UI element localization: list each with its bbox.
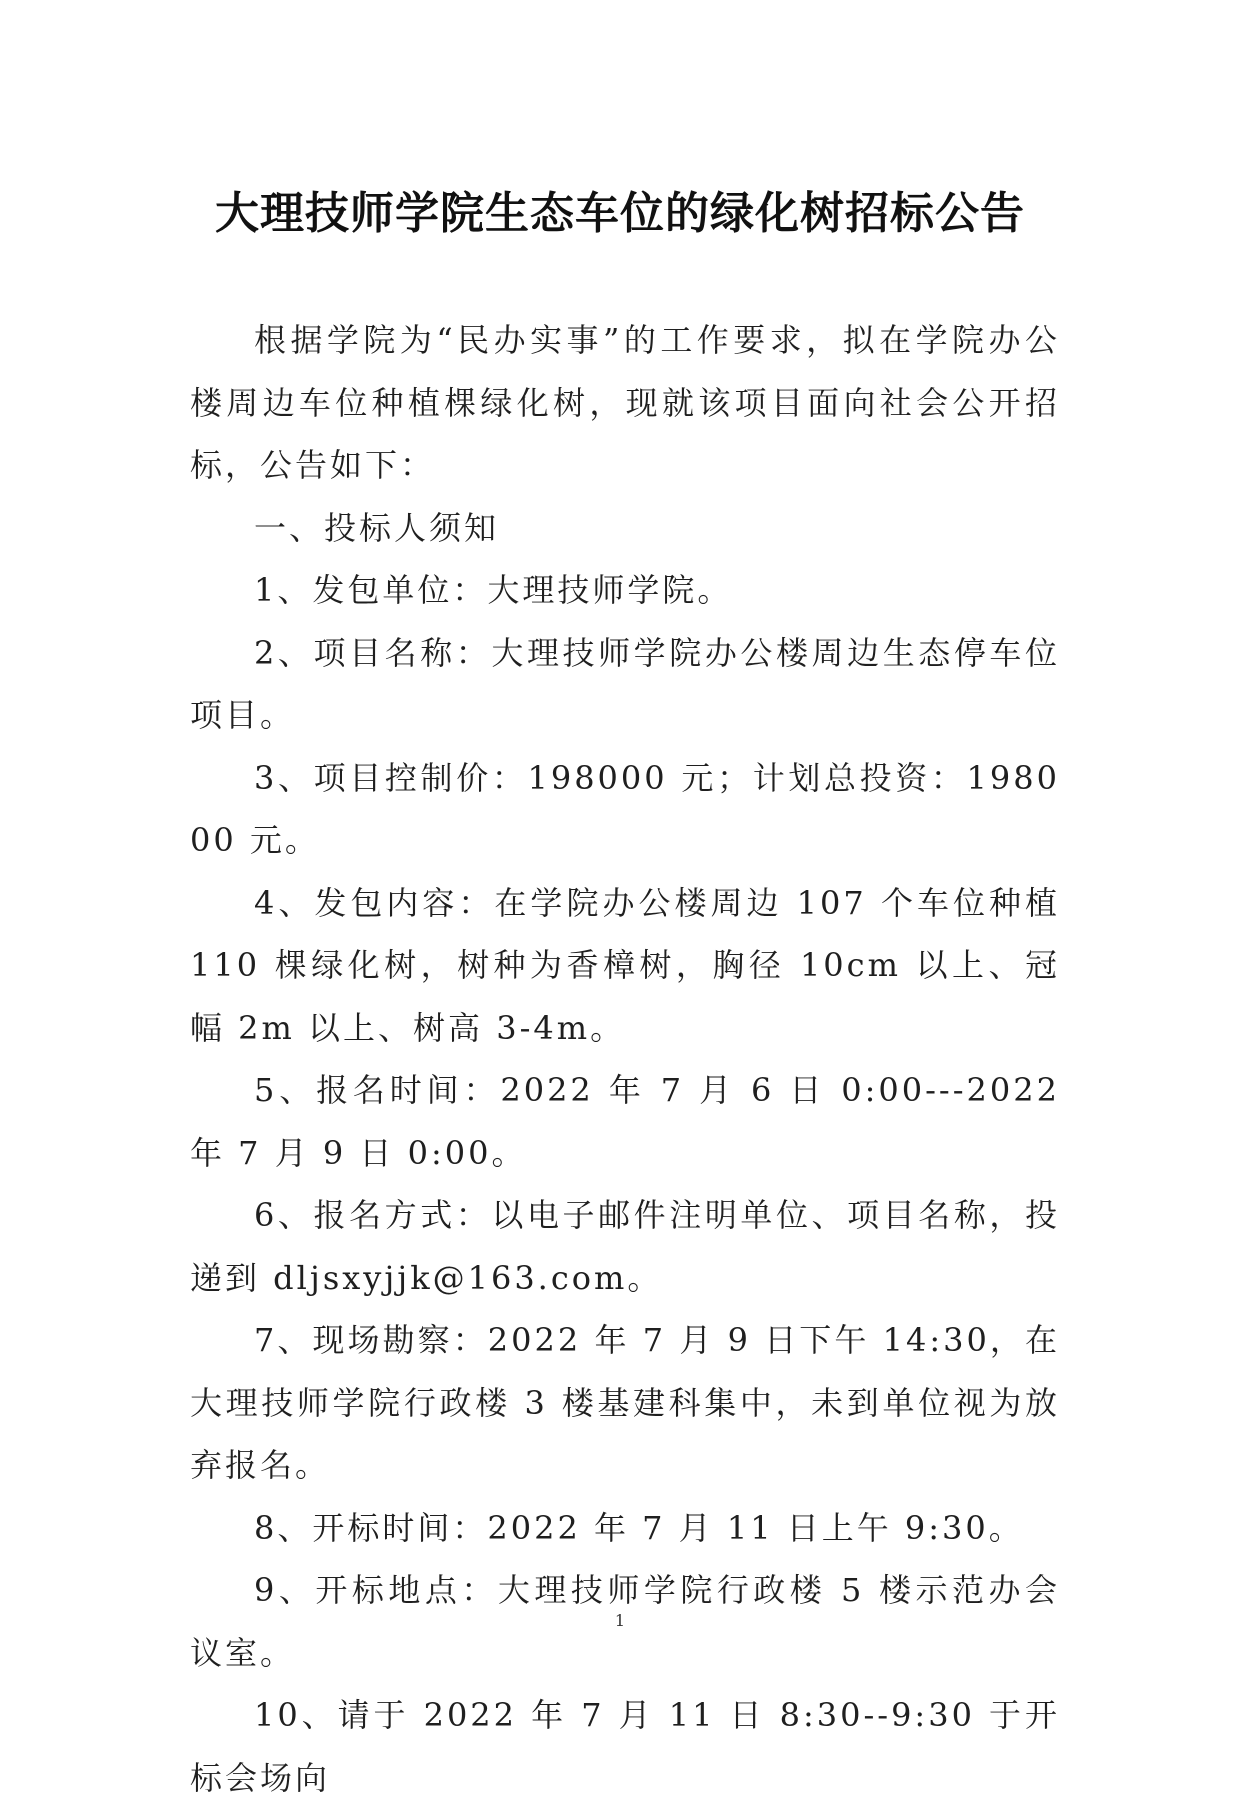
document-title: 大理技师学院生态车位的绿化树招标公告 xyxy=(215,188,1025,240)
list-item-9: 9、开标地点：大理技师学院行政楼 5 楼示范办会议室。 xyxy=(190,1571,1060,1672)
list-item-7: 7、现场勘察：2022 年 7 月 9 日下午 14:30，在大理技师学院行政楼 3 楼基建科集中，未到单位视为放弃报名。 xyxy=(190,1321,1060,1484)
list-item-2: 2、项目名称：大理技师学院办公楼周边生态停车位项目。 xyxy=(190,633,1060,734)
list-item-6: 6、报名方式：以电子邮件注明单位、项目名称，投递到 dljsxyjjk@163.com。 xyxy=(190,1196,1060,1297)
section-heading: 一、投标人须知 xyxy=(254,508,500,547)
list-item-1: 1、发包单位：大理技师学院。 xyxy=(254,571,733,609)
page-number: 1 xyxy=(614,1611,626,1630)
intro-paragraph: 根据学院为“民办实事”的工作要求，拟在学院办公楼周边车位种植棵绿化树，现就该项目面向社会公开招标，公告如下： xyxy=(190,321,1060,484)
list-item-8: 8、开标时间：2022 年 7 月 11 日上午 9:30。 xyxy=(254,1508,1024,1547)
document-body xyxy=(190,309,1060,1809)
list-item-3: 3、项目控制价：198000 元；计划总投资：198000 元。 xyxy=(190,758,1060,859)
list-item-4: 4、发包内容：在学院办公楼周边 107 个车位种植 110 棵绿化树，树种为香樟树，胸径 10cm 以上、冠幅 2m 以上、树高 3-4m。 xyxy=(190,883,1060,1047)
list-item-10: 10、请于 2022 年 7 月 11 日 8:30--9:30 于开标会场向 xyxy=(190,1696,1060,1797)
list-item-5: 5、报名时间：2022 年 7 月 6 日 0:00---2022 年 7 月 9 日 0:00。 xyxy=(190,1071,1060,1172)
